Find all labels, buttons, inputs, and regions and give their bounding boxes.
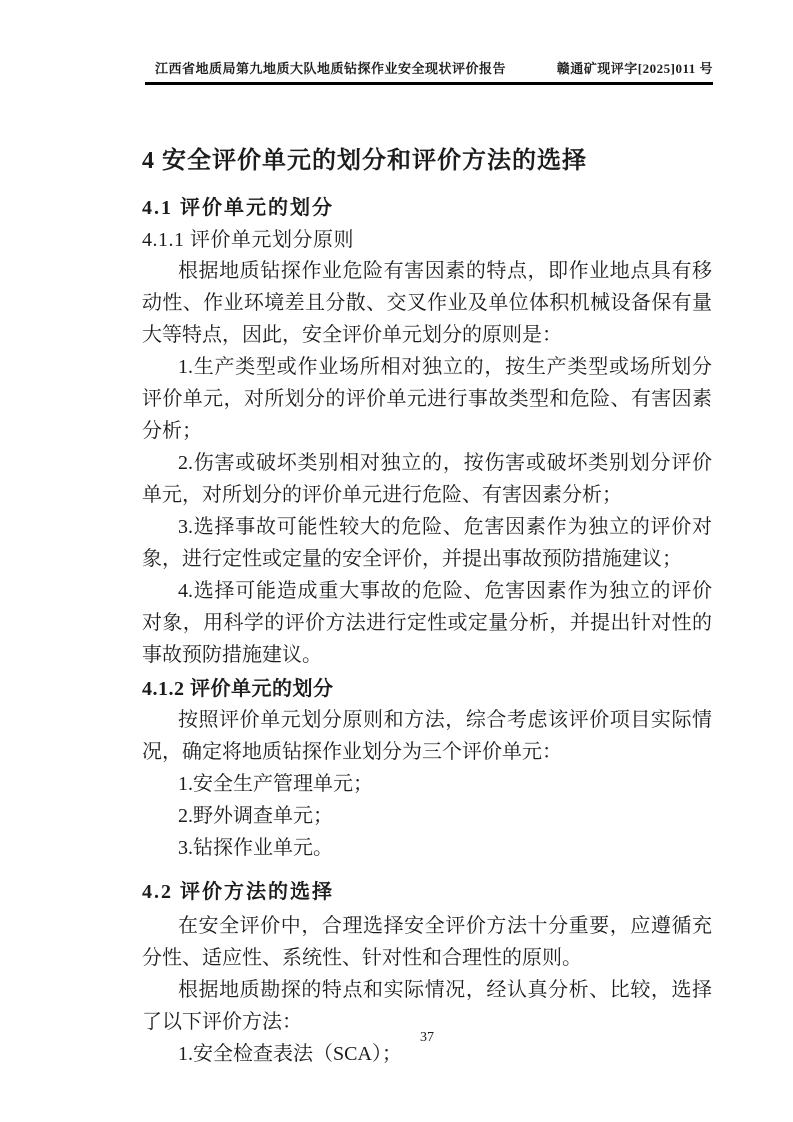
unit-item-1: 1.安全生产管理单元； <box>178 773 373 795</box>
chapter-title: 4 安全评价单元的划分和评价方法的选择 <box>142 148 587 174</box>
page-footer <box>142 1030 712 1046</box>
paragraph-method-selection-principles: 在安全评价中，合理选择安全评价方法十分重要，应遵循充分性、适应性、系统性、针对性和合理性的原则。 <box>142 915 712 969</box>
header-document-number: 赣通矿现评字[2025]011 号 <box>556 61 713 76</box>
paragraph-division-principles-intro: 根据地质钻探作业危险有害因素的特点，即作业地点具有移动性、作业环境差且分散、交叉作业及单位体积机械设备保有量大等特点，因此，安全评价单元划分的原则是： <box>142 260 712 346</box>
principle-item-1: 1.生产类型或作业场所相对独立的，按生产类型或场所划分评价单元，对所划分的评价单元进行事故类型和危险、有害因素分析； <box>142 356 712 442</box>
page-number: 37 <box>420 1030 434 1045</box>
principle-item-4: 4.选择可能造成重大事故的危险、危害因素作为独立的评价对象，用科学的评价方法进行定性或定量分析，并提出针对性的事故预防措施建议。 <box>142 580 712 666</box>
method-item-1: 1.安全检查表法（SCA）； <box>178 1043 402 1065</box>
paragraph-unit-division-intro: 按照评价单元划分原则和方法，综合考虑该评价项目实际情况，确定将地质钻探作业划分为三个评价单元： <box>142 709 712 763</box>
page-header <box>145 58 713 85</box>
document-body <box>142 140 712 1070</box>
section-4-2-heading: 4.2 评价方法的选择 <box>142 881 334 903</box>
section-4-1-heading: 4.1 评价单元的划分 <box>142 197 334 219</box>
unit-item-2: 2.野外调查单元； <box>178 805 333 827</box>
header-report-title: 江西省地质局第九地质大队地质钻探作业安全现状评价报告 <box>155 61 507 76</box>
principle-item-3: 3.选择事故可能性较大的危险、危害因素作为独立的评价对象，进行定性或定量的安全评价，并提出事故预防措施建议； <box>142 516 712 570</box>
principle-item-2: 2.伤害或破坏类别相对独立的，按伤害或破坏类别划分评价单元，对所划分的评价单元进行危险、有害因素分析； <box>142 452 712 506</box>
paragraph-method-selection-result: 根据地质勘探的特点和实际情况，经认真分析、比较，选择了以下评价方法： <box>142 979 712 1033</box>
section-4-1-2-heading: 4.1.2 评价单元的划分 <box>142 678 334 700</box>
section-4-1-1-heading: 4.1.1 评价单元划分原则 <box>142 229 354 251</box>
unit-item-3: 3.钻探作业单元。 <box>178 837 333 859</box>
